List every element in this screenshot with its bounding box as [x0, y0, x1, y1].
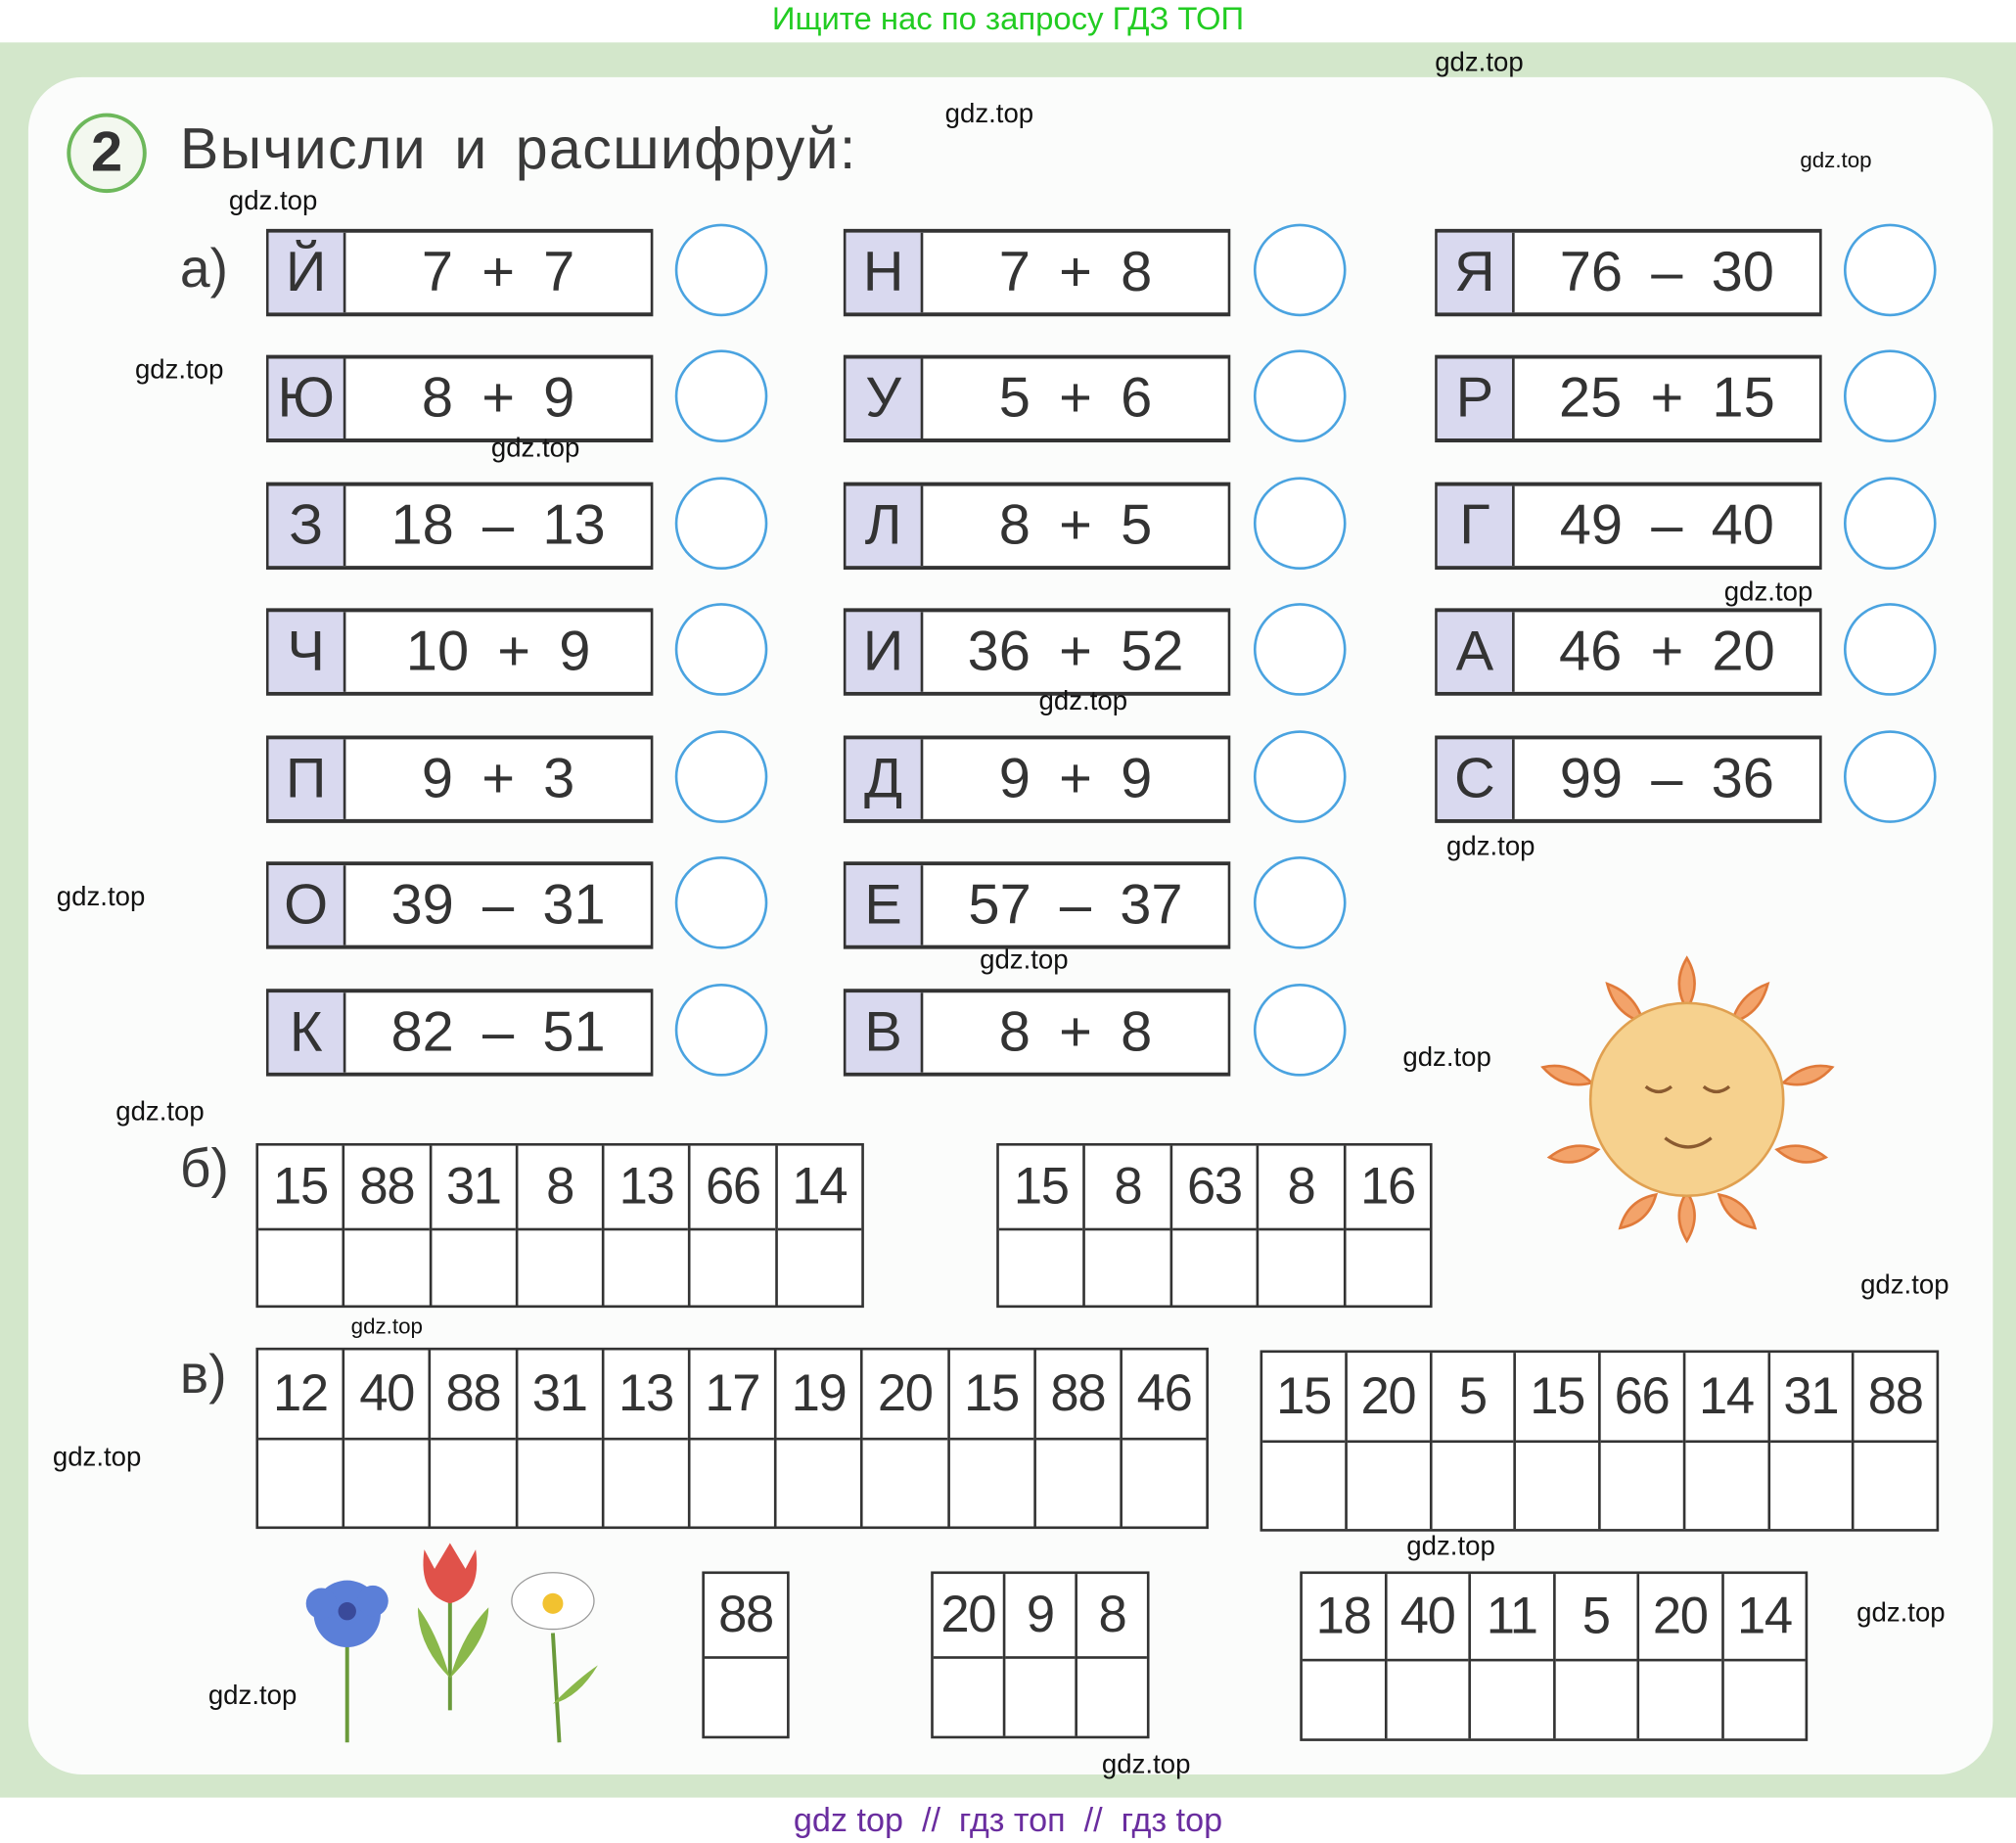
letter-answer-cell[interactable] — [258, 1230, 343, 1305]
expression-text: 18 – 13 — [390, 493, 606, 557]
letter-answer-cell[interactable] — [1123, 1440, 1207, 1526]
cipher-letter: З — [269, 486, 346, 566]
number-cell: 88 — [705, 1574, 787, 1659]
table-column — [258, 1350, 343, 1526]
table-column — [1636, 1574, 1720, 1738]
answer-circle-input[interactable] — [1254, 477, 1347, 570]
expression-text: 99 – 36 — [1559, 747, 1774, 810]
table-column — [1343, 1146, 1430, 1306]
table-column — [934, 1574, 1003, 1736]
letter-answer-cell[interactable] — [690, 1440, 774, 1526]
expression-box — [266, 355, 653, 442]
watermark-text: gdz.top — [1038, 686, 1128, 716]
search-banner[interactable]: Ищите нас по запросу ГДЗ ТОП — [0, 0, 2016, 42]
letter-answer-cell[interactable] — [777, 1440, 861, 1526]
watermark-text: gdz.top — [1101, 1750, 1191, 1780]
letter-answer-cell[interactable] — [1601, 1443, 1683, 1529]
expression-text: 9 + 3 — [421, 747, 575, 810]
letter-answer-cell[interactable] — [1639, 1661, 1720, 1738]
table-column — [1075, 1574, 1147, 1736]
flowers-illustration — [290, 1537, 611, 1749]
letter-answer-cell[interactable] — [1077, 1659, 1147, 1736]
expression-box — [1435, 229, 1821, 316]
answer-circle-input[interactable] — [675, 856, 768, 949]
table-column — [860, 1350, 946, 1526]
letter-answer-cell[interactable] — [1348, 1443, 1430, 1529]
number-cell: 12 — [258, 1350, 343, 1440]
part-a-label: а) — [179, 238, 229, 299]
number-cell: 40 — [344, 1350, 429, 1440]
number-cell: 20 — [1348, 1353, 1430, 1443]
part-b-label: б) — [179, 1137, 229, 1199]
watermark-text: gdz.top — [1856, 1598, 1946, 1629]
letter-answer-cell[interactable] — [1262, 1443, 1345, 1529]
letter-answer-cell[interactable] — [1432, 1443, 1514, 1529]
watermark-text: gdz.top — [980, 945, 1069, 975]
table-column — [1468, 1574, 1552, 1738]
cipher-letter: Н — [846, 233, 923, 312]
watermark-text: gdz.top — [350, 1313, 423, 1339]
number-cell: 5 — [1555, 1574, 1636, 1661]
expression-text: 82 – 51 — [390, 1000, 606, 1064]
answer-circle-input[interactable] — [675, 603, 768, 696]
expression-text: 10 + 9 — [405, 620, 591, 683]
watermark-text: gdz.top — [1800, 148, 1872, 173]
watermark-text: gdz.top — [1402, 1042, 1491, 1073]
table-column — [1303, 1574, 1384, 1738]
cipher-letter: И — [846, 612, 923, 691]
cipher-letter: Я — [1438, 233, 1515, 312]
decode-table — [702, 1571, 789, 1738]
expression-box — [266, 483, 653, 570]
table-column — [1721, 1574, 1806, 1738]
answer-circle-input[interactable] — [1254, 856, 1347, 949]
letter-answer-cell[interactable] — [1685, 1443, 1767, 1529]
number-cell: 14 — [777, 1146, 861, 1231]
table-column — [688, 1350, 774, 1526]
watermark-text: gdz.top — [1446, 832, 1535, 862]
number-cell: 40 — [1387, 1574, 1468, 1661]
letter-answer-cell[interactable] — [518, 1440, 602, 1526]
number-cell: 15 — [999, 1146, 1083, 1231]
cipher-letter: Д — [846, 739, 923, 818]
number-cell: 14 — [1685, 1353, 1767, 1443]
cipher-letter: Е — [846, 865, 923, 945]
expression-text: 46 + 20 — [1558, 620, 1775, 683]
cipher-letter: К — [269, 992, 346, 1072]
watermark-text: gdz.top — [1860, 1270, 1949, 1301]
expression-text: 25 + 15 — [1558, 366, 1775, 430]
table-column — [1003, 1574, 1076, 1736]
expression-text: 57 – 37 — [968, 873, 1183, 937]
expression-text: 7 + 8 — [998, 240, 1153, 304]
expression-box — [266, 229, 653, 316]
letter-answer-cell[interactable] — [1387, 1661, 1468, 1738]
expression-box — [844, 735, 1230, 822]
cipher-letter: С — [1438, 739, 1515, 818]
sun-illustration — [1530, 951, 1845, 1247]
decode-table — [1300, 1571, 1808, 1740]
number-cell: 20 — [1639, 1574, 1720, 1661]
expression-text: 5 + 6 — [998, 366, 1153, 430]
watermark-text: gdz.top — [56, 882, 146, 912]
letter-answer-cell[interactable] — [1516, 1443, 1598, 1529]
answer-circle-input[interactable] — [675, 477, 768, 570]
table-column — [1598, 1353, 1682, 1529]
expression-box — [844, 608, 1230, 695]
letter-answer-cell[interactable] — [344, 1440, 429, 1526]
table-column — [1262, 1353, 1345, 1529]
number-cell: 46 — [1123, 1350, 1207, 1440]
watermark-text: gdz.top — [490, 433, 580, 463]
expression-text: 8 + 9 — [421, 366, 575, 430]
cipher-letter: Ю — [269, 359, 346, 438]
expression-box — [844, 483, 1230, 570]
cipher-letter: Й — [269, 233, 346, 312]
number-cell: 66 — [1601, 1353, 1683, 1443]
number-cell: 15 — [1516, 1353, 1598, 1443]
number-cell: 88 — [344, 1146, 429, 1231]
answer-circle-input[interactable] — [1844, 730, 1937, 823]
table-column — [343, 1146, 429, 1306]
table-column — [1852, 1353, 1936, 1529]
answer-circle-input[interactable] — [1254, 224, 1347, 317]
table-column — [1120, 1350, 1206, 1526]
cipher-letter: П — [269, 739, 346, 818]
expression-box — [1435, 608, 1821, 695]
table-column — [999, 1146, 1083, 1306]
letter-answer-cell[interactable] — [1723, 1661, 1805, 1738]
table-column — [774, 1350, 860, 1526]
number-cell: 8 — [1259, 1146, 1343, 1231]
letter-answer-cell[interactable] — [1036, 1440, 1121, 1526]
answer-circle-input[interactable] — [1844, 349, 1937, 442]
cipher-letter: Л — [846, 486, 923, 566]
expression-text: 8 + 5 — [998, 493, 1153, 557]
letter-answer-cell[interactable] — [1259, 1230, 1343, 1305]
letter-answer-cell[interactable] — [1005, 1659, 1075, 1736]
table-column — [1514, 1353, 1598, 1529]
number-cell: 88 — [1036, 1350, 1121, 1440]
letter-answer-cell[interactable] — [1855, 1443, 1937, 1529]
letter-answer-cell[interactable] — [1346, 1230, 1430, 1305]
table-column — [602, 1146, 688, 1306]
expression-text: 7 + 7 — [421, 240, 575, 304]
table-column — [1257, 1146, 1344, 1306]
number-cell: 31 — [1769, 1353, 1852, 1443]
table-column — [775, 1146, 861, 1306]
number-cell: 5 — [1432, 1353, 1514, 1443]
watermark-text: gdz.top — [1723, 576, 1813, 608]
number-cell: 66 — [691, 1146, 775, 1231]
decode-table — [255, 1348, 1209, 1529]
table-column — [688, 1146, 774, 1306]
decode-table — [1260, 1350, 1940, 1531]
answer-circle-input[interactable] — [1254, 603, 1347, 696]
watermark-text: gdz.top — [228, 186, 318, 216]
number-cell: 15 — [258, 1146, 343, 1231]
expression-text: 8 + 8 — [998, 1000, 1153, 1064]
number-cell: 8 — [1077, 1574, 1147, 1659]
number-cell: 13 — [605, 1146, 689, 1231]
expression-box — [844, 861, 1230, 948]
table-column — [343, 1350, 429, 1526]
table-column — [1767, 1353, 1852, 1529]
answer-circle-input[interactable] — [1844, 603, 1937, 696]
expression-box — [266, 735, 653, 822]
watermark-text: gdz.top — [944, 99, 1034, 129]
letter-answer-cell[interactable] — [934, 1659, 1003, 1736]
part-c-label: в) — [179, 1343, 227, 1405]
number-cell: 31 — [518, 1350, 602, 1440]
footer-watermark-links: gdz top // гдз топ // гдз top — [0, 1798, 2016, 1843]
number-cell: 8 — [1085, 1146, 1169, 1231]
decode-table — [931, 1571, 1149, 1738]
expression-box — [844, 229, 1230, 316]
table-column — [1682, 1353, 1766, 1529]
table-column — [258, 1146, 343, 1306]
letter-answer-cell[interactable] — [258, 1440, 343, 1526]
number-cell: 17 — [690, 1350, 774, 1440]
expression-text: 76 – 30 — [1559, 240, 1774, 304]
number-cell: 88 — [432, 1350, 516, 1440]
cipher-letter: Р — [1438, 359, 1515, 438]
number-cell: 15 — [949, 1350, 1033, 1440]
cipher-letter: У — [846, 359, 923, 438]
table-column — [1083, 1146, 1170, 1306]
letter-answer-cell[interactable] — [432, 1230, 516, 1305]
table-column — [515, 1350, 601, 1526]
watermark-text: gdz.top — [1435, 47, 1524, 77]
answer-circle-input[interactable] — [1254, 730, 1347, 823]
expression-box — [266, 608, 653, 695]
expression-box — [266, 861, 653, 948]
answer-circle-input[interactable] — [1844, 224, 1937, 317]
number-cell: 8 — [518, 1146, 602, 1231]
answer-circle-input[interactable] — [675, 224, 768, 317]
watermark-text: gdz.top — [134, 354, 224, 385]
watermark-text: gdz.top — [1406, 1531, 1495, 1561]
table-column — [602, 1350, 688, 1526]
answer-circle-input[interactable] — [1844, 477, 1937, 570]
number-cell: 15 — [1262, 1353, 1345, 1443]
letter-answer-cell[interactable] — [1172, 1230, 1257, 1305]
number-cell: 9 — [1005, 1574, 1075, 1659]
expression-box — [266, 989, 653, 1076]
watermark-text: gdz.top — [207, 1681, 298, 1711]
task-title: Вычисли и расшифруй: — [179, 115, 857, 182]
expression-box — [1435, 735, 1821, 822]
expression-box — [1435, 483, 1821, 570]
table-column — [1345, 1353, 1429, 1529]
letter-answer-cell[interactable] — [949, 1440, 1033, 1526]
expression-box — [844, 355, 1230, 442]
number-cell: 31 — [432, 1146, 516, 1231]
letter-answer-cell[interactable] — [604, 1440, 688, 1526]
table-column — [1384, 1574, 1468, 1738]
letter-answer-cell[interactable] — [1303, 1661, 1384, 1738]
letter-answer-cell[interactable] — [518, 1230, 602, 1305]
letter-answer-cell[interactable] — [605, 1230, 689, 1305]
letter-answer-cell[interactable] — [432, 1440, 516, 1526]
number-cell: 88 — [1855, 1353, 1937, 1443]
number-cell: 19 — [777, 1350, 861, 1440]
table-column — [1033, 1350, 1120, 1526]
expression-text: 39 – 31 — [390, 873, 606, 937]
expression-text: 9 + 9 — [998, 747, 1153, 810]
table-column — [705, 1574, 787, 1736]
letter-answer-cell[interactable] — [1471, 1661, 1552, 1738]
table-column — [429, 1146, 515, 1306]
letter-answer-cell[interactable] — [1085, 1230, 1169, 1305]
decode-table — [255, 1143, 863, 1308]
cipher-letter: Ч — [269, 612, 346, 691]
expression-text: 49 – 40 — [1559, 493, 1774, 557]
expression-text: 36 + 52 — [967, 620, 1184, 683]
letter-answer-cell[interactable] — [999, 1230, 1083, 1305]
table-column — [1552, 1574, 1636, 1738]
letter-answer-cell[interactable] — [777, 1230, 861, 1305]
answer-circle-input[interactable] — [675, 984, 768, 1077]
number-cell: 18 — [1303, 1574, 1384, 1661]
table-column — [429, 1350, 515, 1526]
table-column — [1429, 1353, 1513, 1529]
watermark-text: gdz.top — [52, 1443, 142, 1473]
cipher-letter: В — [846, 992, 923, 1072]
table-column — [1169, 1146, 1257, 1306]
table-column — [516, 1146, 602, 1306]
cipher-letter: Г — [1438, 486, 1515, 566]
table-column — [947, 1350, 1033, 1526]
watermark-text: gdz.top — [115, 1096, 205, 1127]
answer-circle-input[interactable] — [675, 730, 768, 823]
number-cell: 20 — [934, 1574, 1003, 1659]
number-cell: 13 — [604, 1350, 688, 1440]
cipher-letter: А — [1438, 612, 1515, 691]
cipher-letter: О — [269, 865, 346, 945]
answer-circle-input[interactable] — [1254, 349, 1347, 442]
letter-answer-cell[interactable] — [1555, 1661, 1636, 1738]
letter-answer-cell[interactable] — [705, 1659, 787, 1736]
answer-circle-input[interactable] — [675, 349, 768, 442]
decode-table — [996, 1143, 1432, 1308]
letter-answer-cell[interactable] — [1769, 1443, 1852, 1529]
expression-box — [1435, 355, 1821, 442]
letter-answer-cell[interactable] — [691, 1230, 775, 1305]
number-cell: 63 — [1172, 1146, 1257, 1231]
number-cell: 20 — [863, 1350, 947, 1440]
letter-answer-cell[interactable] — [863, 1440, 947, 1526]
number-cell: 11 — [1471, 1574, 1552, 1661]
number-cell: 16 — [1346, 1146, 1430, 1231]
task-number: 2 — [67, 114, 146, 193]
number-cell: 14 — [1723, 1574, 1805, 1661]
letter-answer-cell[interactable] — [344, 1230, 429, 1305]
expression-box — [844, 989, 1230, 1076]
answer-circle-input[interactable] — [1254, 984, 1347, 1077]
